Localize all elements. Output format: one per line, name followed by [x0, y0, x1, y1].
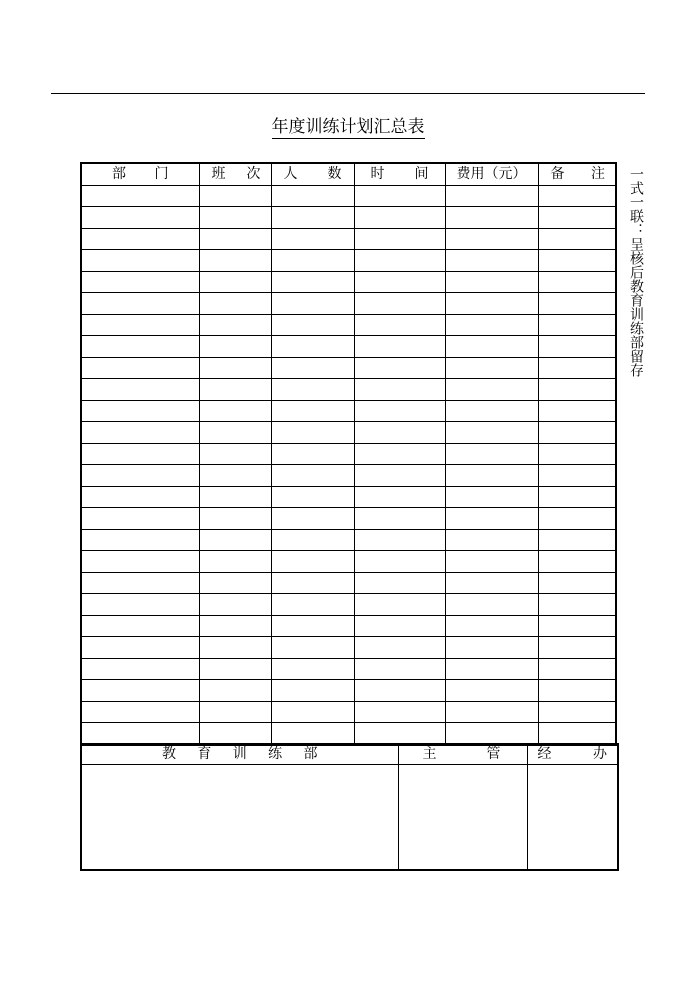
table-cell[interactable] [271, 293, 354, 315]
table-cell[interactable] [271, 615, 354, 637]
table-cell[interactable] [199, 443, 271, 465]
table-cell[interactable] [354, 486, 445, 508]
table-cell[interactable] [538, 400, 616, 422]
table-cell[interactable] [354, 250, 445, 272]
table-cell[interactable] [538, 293, 616, 315]
table-cell[interactable] [445, 658, 538, 680]
table-cell[interactable] [445, 443, 538, 465]
table-cell[interactable] [354, 658, 445, 680]
signature-header-row [81, 744, 618, 765]
table-cell[interactable] [199, 185, 271, 207]
table-cell[interactable] [354, 422, 445, 444]
table-cell[interactable] [81, 293, 199, 315]
table-cell[interactable] [445, 680, 538, 702]
signature-box-dept[interactable] [81, 765, 398, 871]
table-cell[interactable] [199, 465, 271, 487]
table-cell[interactable] [199, 594, 271, 616]
table-cell[interactable] [81, 680, 199, 702]
table-cell[interactable] [81, 185, 199, 207]
page-title [0, 116, 696, 138]
table-cell[interactable] [538, 551, 616, 573]
table-cell[interactable] [271, 207, 354, 229]
table-row [81, 594, 616, 616]
table-cell[interactable] [81, 336, 199, 358]
table-cell[interactable] [81, 594, 199, 616]
table-cell[interactable] [81, 250, 199, 272]
table-cell[interactable] [354, 336, 445, 358]
table-cell[interactable] [81, 314, 199, 336]
col-header-time: 时 间 [354, 163, 445, 185]
table-cell[interactable] [199, 400, 271, 422]
table-cell[interactable] [445, 723, 538, 745]
table-cell[interactable] [81, 637, 199, 659]
table-cell[interactable] [445, 228, 538, 250]
table-cell[interactable] [538, 228, 616, 250]
col-header-department: 部 门 [81, 163, 199, 185]
table-row [81, 336, 616, 358]
table-row [81, 443, 616, 465]
table-cell[interactable] [199, 314, 271, 336]
table-cell[interactable] [271, 443, 354, 465]
table-cell[interactable] [538, 658, 616, 680]
table-cell[interactable] [199, 615, 271, 637]
table-row [81, 314, 616, 336]
table-cell[interactable] [538, 379, 616, 401]
table-row [81, 185, 616, 207]
table-cell[interactable] [445, 551, 538, 573]
table-cell[interactable] [81, 379, 199, 401]
side-note: 一式一联：呈核后教育训练部留存 [628, 167, 644, 377]
table-row [81, 400, 616, 422]
table-cell[interactable] [81, 508, 199, 530]
table-cell[interactable] [199, 250, 271, 272]
table-cell[interactable] [538, 271, 616, 293]
table-cell[interactable] [354, 400, 445, 422]
table-cell[interactable] [538, 680, 616, 702]
table-cell[interactable] [81, 486, 199, 508]
table-cell[interactable] [199, 701, 271, 723]
table-cell[interactable] [354, 293, 445, 315]
table-cell[interactable] [354, 314, 445, 336]
table-cell[interactable] [81, 400, 199, 422]
table-row [81, 658, 616, 680]
table-cell[interactable] [354, 271, 445, 293]
table-cell[interactable] [445, 465, 538, 487]
table-cell[interactable] [445, 508, 538, 530]
table-cell[interactable] [271, 314, 354, 336]
table-cell[interactable] [445, 357, 538, 379]
table-cell[interactable] [445, 572, 538, 594]
table-cell[interactable] [199, 357, 271, 379]
table-cell[interactable] [445, 336, 538, 358]
signature-box-handler[interactable] [527, 765, 618, 871]
table-cell[interactable] [445, 422, 538, 444]
table-cell[interactable] [354, 443, 445, 465]
table-cell[interactable] [199, 379, 271, 401]
table-cell[interactable] [199, 486, 271, 508]
table-cell[interactable] [271, 701, 354, 723]
table-cell[interactable] [199, 207, 271, 229]
table-cell[interactable] [81, 357, 199, 379]
table-row [81, 422, 616, 444]
table-cell[interactable] [271, 357, 354, 379]
table-cell[interactable] [445, 185, 538, 207]
table-row [81, 723, 616, 745]
table-cell[interactable] [445, 314, 538, 336]
table-cell[interactable] [445, 271, 538, 293]
table-cell[interactable] [538, 185, 616, 207]
signature-header-handler: 经 办 [527, 744, 618, 765]
table-cell[interactable] [199, 529, 271, 551]
table-cell[interactable] [271, 508, 354, 530]
table-row [81, 207, 616, 229]
table-cell[interactable] [354, 572, 445, 594]
table-cell[interactable] [445, 637, 538, 659]
col-header-remarks: 备 注 [538, 163, 616, 185]
col-header-cost: 费用（元） [445, 163, 538, 185]
table-row [81, 293, 616, 315]
table-cell[interactable] [445, 379, 538, 401]
table-row [81, 357, 616, 379]
table-cell[interactable] [445, 207, 538, 229]
table-cell[interactable] [199, 637, 271, 659]
table-cell[interactable] [271, 400, 354, 422]
table-cell[interactable] [81, 207, 199, 229]
table-cell[interactable] [271, 486, 354, 508]
table-cell[interactable] [538, 508, 616, 530]
signature-header-supervisor: 主 管 [398, 744, 527, 765]
table-row [81, 572, 616, 594]
signature-box-supervisor[interactable] [398, 765, 527, 871]
table-cell[interactable] [354, 701, 445, 723]
table-row [81, 551, 616, 573]
table-body [81, 185, 616, 745]
table-cell[interactable] [199, 723, 271, 745]
table-cell[interactable] [81, 271, 199, 293]
table-row [81, 615, 616, 637]
table-cell[interactable] [445, 400, 538, 422]
table-cell[interactable] [199, 422, 271, 444]
table-cell[interactable] [199, 336, 271, 358]
table-cell[interactable] [271, 680, 354, 702]
table-cell[interactable] [538, 250, 616, 272]
table-cell[interactable] [271, 228, 354, 250]
table-cell[interactable] [271, 658, 354, 680]
table-cell[interactable] [538, 594, 616, 616]
table-cell[interactable] [538, 572, 616, 594]
table-row [81, 680, 616, 702]
table-cell[interactable] [271, 637, 354, 659]
table-cell[interactable] [354, 551, 445, 573]
table-cell[interactable] [271, 271, 354, 293]
page-title-text: 年度训练计划汇总表 [271, 117, 425, 137]
table-cell[interactable] [199, 508, 271, 530]
col-header-session: 班 次 [199, 163, 271, 185]
table-cell[interactable] [199, 271, 271, 293]
table-row [81, 508, 616, 530]
table-cell[interactable] [271, 572, 354, 594]
table-cell[interactable] [445, 250, 538, 272]
table-cell[interactable] [538, 486, 616, 508]
table-cell[interactable] [445, 701, 538, 723]
table-cell[interactable] [271, 185, 354, 207]
table-cell[interactable] [538, 422, 616, 444]
table-cell[interactable] [538, 615, 616, 637]
table-cell[interactable] [271, 379, 354, 401]
table-cell[interactable] [354, 594, 445, 616]
table-cell[interactable] [271, 465, 354, 487]
table-cell[interactable] [354, 723, 445, 745]
table-cell[interactable] [354, 508, 445, 530]
table-cell[interactable] [81, 615, 199, 637]
plan-table [80, 162, 617, 746]
table-row [81, 228, 616, 250]
signature-body-row [81, 765, 618, 871]
table-cell[interactable] [199, 658, 271, 680]
table-cell[interactable] [538, 443, 616, 465]
table-cell[interactable] [271, 336, 354, 358]
table-cell[interactable] [538, 701, 616, 723]
table-cell[interactable] [445, 293, 538, 315]
table-cell[interactable] [445, 594, 538, 616]
table-cell[interactable] [271, 594, 354, 616]
table-cell[interactable] [81, 529, 199, 551]
table-row [81, 271, 616, 293]
table-cell[interactable] [538, 465, 616, 487]
table-cell[interactable] [354, 529, 445, 551]
table-cell[interactable] [81, 443, 199, 465]
table-row [81, 465, 616, 487]
table-cell[interactable] [354, 465, 445, 487]
table-cell[interactable] [538, 207, 616, 229]
table-row [81, 486, 616, 508]
table-row [81, 529, 616, 551]
table-row [81, 250, 616, 272]
table-cell[interactable] [81, 572, 199, 594]
table-cell[interactable] [81, 723, 199, 745]
table-cell[interactable] [538, 637, 616, 659]
table-cell[interactable] [354, 615, 445, 637]
table-row [81, 379, 616, 401]
table-cell[interactable] [445, 615, 538, 637]
table-cell[interactable] [271, 422, 354, 444]
table-cell[interactable] [354, 680, 445, 702]
table-cell[interactable] [199, 680, 271, 702]
col-header-headcount: 人 数 [271, 163, 354, 185]
table-cell[interactable] [81, 228, 199, 250]
table-cell[interactable] [445, 529, 538, 551]
table-row [81, 701, 616, 723]
signature-table [80, 743, 619, 871]
table-cell[interactable] [271, 551, 354, 573]
table-cell[interactable] [271, 529, 354, 551]
table-cell[interactable] [445, 486, 538, 508]
table-cell[interactable] [199, 572, 271, 594]
table-cell[interactable] [199, 228, 271, 250]
table-cell[interactable] [354, 637, 445, 659]
table-cell[interactable] [354, 228, 445, 250]
table-cell[interactable] [81, 551, 199, 573]
table-cell[interactable] [538, 336, 616, 358]
table-cell[interactable] [354, 357, 445, 379]
table-cell[interactable] [354, 379, 445, 401]
table-header-row [81, 163, 616, 185]
signature-header-dept: 教 育 训 练 部 [81, 744, 398, 765]
table-cell[interactable] [81, 422, 199, 444]
table-cell[interactable] [538, 357, 616, 379]
table-cell[interactable] [354, 185, 445, 207]
table-cell[interactable] [271, 723, 354, 745]
table-cell[interactable] [81, 701, 199, 723]
table-cell[interactable] [271, 250, 354, 272]
table-cell[interactable] [538, 314, 616, 336]
table-cell[interactable] [538, 529, 616, 551]
table-cell[interactable] [199, 551, 271, 573]
table-cell[interactable] [199, 293, 271, 315]
table-cell[interactable] [81, 658, 199, 680]
table-cell[interactable] [81, 465, 199, 487]
table-cell[interactable] [538, 723, 616, 745]
top-rule [51, 93, 645, 94]
table-cell[interactable] [354, 207, 445, 229]
table-row [81, 637, 616, 659]
